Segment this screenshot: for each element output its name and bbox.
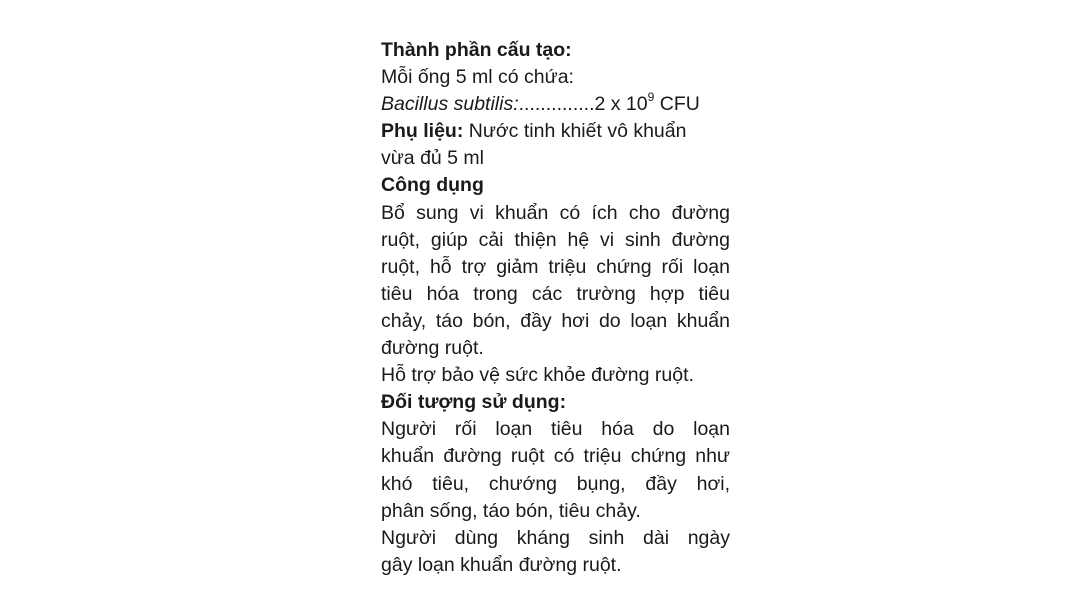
composition-heading: Thành phần cấu tạo: xyxy=(381,39,572,61)
target-users-line: Người rối loạn tiêu hóa do loạn xyxy=(381,418,730,441)
uses-line: Bổ sung vi khuẩn có ích cho đường xyxy=(381,201,730,224)
uses-line: ruột, hỗ trợ giảm triệu chứng rối loạn xyxy=(381,255,730,278)
excipient-text-cont: vừa đủ 5 ml xyxy=(381,147,485,170)
target-users-line: khó tiêu, chướng bụng, đầy hơi, xyxy=(381,472,730,495)
per-ampoule-text: Mỗi ống 5 ml có chứa: xyxy=(381,66,574,89)
uses-line: tiêu hóa trong các trường hợp tiêu xyxy=(381,282,730,305)
target-users-heading: Đối tượng sử dụng: xyxy=(381,391,567,414)
target-users-line: khuẩn đường ruột có triệu chứng như xyxy=(381,445,730,468)
uses-extra: Hỗ trợ bảo vệ sức khỏe đường ruột. xyxy=(381,364,694,387)
excipient-line xyxy=(381,118,730,145)
target-users-line: gây loạn khuẩn đường ruột. xyxy=(381,553,622,576)
target-users-line: Người dùng kháng sinh dài ngày xyxy=(381,526,730,549)
ingredient-unit: CFU xyxy=(654,93,700,116)
ingredient-name: Bacillus subtilis: xyxy=(381,93,519,116)
uses-line: đường ruột. xyxy=(381,337,484,360)
ingredient-line xyxy=(381,91,730,118)
uses-line: ruột, giúp cải thiện hệ vi sinh đường xyxy=(381,228,730,251)
excipient-label: Phụ liệu: xyxy=(381,120,464,143)
ingredient-dots: .............. xyxy=(518,93,595,116)
ingredient-exponent: 9 xyxy=(647,89,655,104)
target-users-line: phân sống, táo bón, tiêu chảy. xyxy=(381,499,641,522)
product-label-text xyxy=(381,37,730,579)
ingredient-amount: 2 x 10 xyxy=(594,93,648,116)
excipient-text: Nước tinh khiết vô khuẩn xyxy=(463,120,687,143)
uses-heading: Công dụng xyxy=(381,174,484,197)
uses-line: chảy, táo bón, đầy hơi do loạn khuẩn xyxy=(381,309,730,332)
